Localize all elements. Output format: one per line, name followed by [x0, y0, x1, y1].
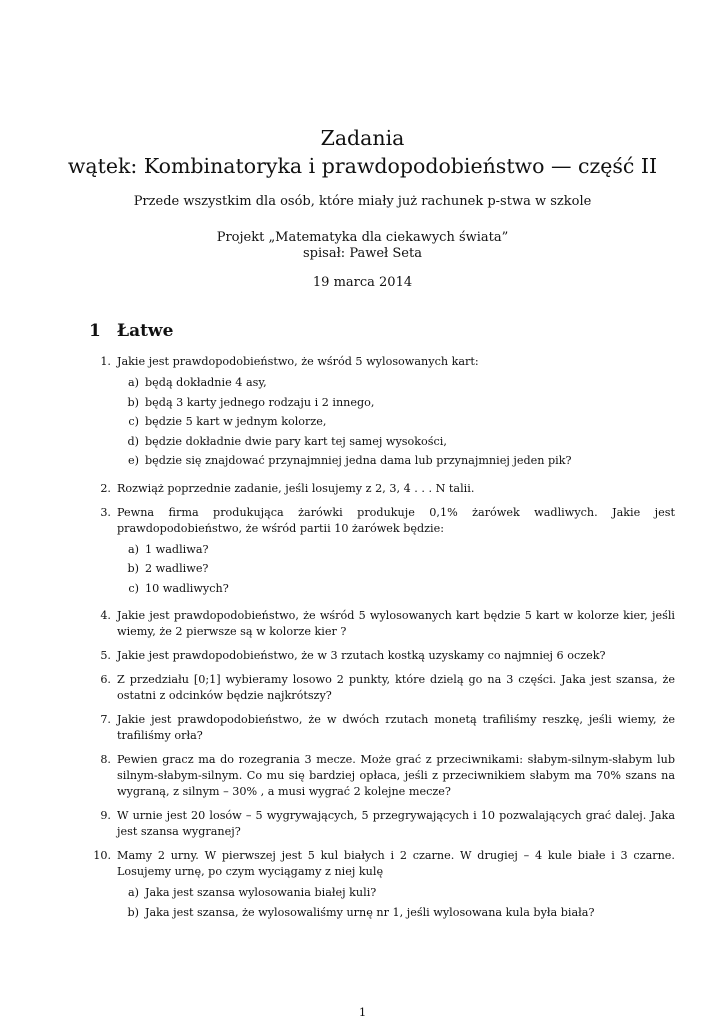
project-name: Projekt „Matematyka dla ciekawych świata” — [216, 230, 509, 245]
problem-item — [89, 808, 675, 840]
subquestion-text: będzie 5 kart w jednym kolorze, — [145, 415, 327, 428]
subquestion-label: b) — [127, 395, 139, 409]
section-heading — [89, 320, 173, 342]
document-title: Zadania — [320, 126, 405, 150]
document-title-line2: wątek: Kombinatoryka i prawdopodobieństwo — część II — [67, 154, 658, 178]
problem-text: W urnie jest 20 losów – 5 wygrywających, 5 przegrywających i 10 pozwalających grać dalej. Jaka jest szansa wygranej? — [117, 809, 675, 838]
problem-number: 2. — [100, 481, 111, 495]
subquestion-list — [117, 375, 675, 473]
page-number: 1 — [358, 1005, 367, 1019]
problem-item — [89, 481, 675, 497]
problem-text: Jakie jest prawdopodobieństwo, że w dwóch rzutach monetą trafiliśmy reszkę, jeśli wiemy, że trafiliśmy orła? — [117, 713, 675, 742]
subquestion-label: b) — [127, 905, 139, 919]
problem-text: Rozwiąż poprzednie zadanie, jeśli losujemy z 2, 3, 4 . . . N talii. — [117, 481, 475, 495]
subquestion-text: 2 wadliwe? — [145, 562, 209, 575]
problem-item — [89, 608, 675, 640]
document-date: 19 marca 2014 — [312, 275, 413, 290]
problem-text: Pewna firma produkująca żarówki produkuje 0,1% żarówek wadliwych. Jakie jest prawdopodobieństwo, że wśród partii 10 żarówek będzie: — [117, 505, 675, 535]
subquestion-label: d) — [127, 434, 139, 448]
subquestion-text: 10 wadliwych? — [145, 581, 229, 595]
subquestion-item — [117, 434, 675, 454]
subquestion-text: będą 3 karty jednego rodzaju i 2 innego, — [145, 395, 375, 409]
subquestion-item — [117, 414, 675, 434]
subquestion-text: Jaka jest szansa, że wylosowaliśmy urnę nr 1, jeśli wylosowana kula była biała? — [145, 905, 595, 919]
problem-item — [89, 672, 675, 704]
problem-text: Z przedziału [0;1] wybieramy losowo 2 punkty, które dzielą go na 3 części. Jaka jest szansa, że ostatni z odcinków będzie najkrótszy? — [117, 673, 675, 702]
subquestion-text: będzie dokładnie dwie pary kart tej samej wysokości, — [145, 434, 447, 448]
subquestion-text: będzie się znajdować przynajmniej jedna dama lub przynajmniej jeden pik? — [145, 454, 572, 467]
problem-item — [89, 648, 675, 664]
problem-text: Pewien gracz ma do rozegrania 3 mecze. Może grać z przeciwnikami: słabym-silnym-słabym lub silnym-słabym-silnym. Co mu się bardziej opłaca, jeśli z przeciwnikiem słabym ma 70% szans na wygraną, z silnym – 30% , a musi wygrać 2 kolejne mecze? — [117, 753, 675, 798]
problem-number: 6. — [100, 673, 111, 686]
problem-number: 3. — [100, 505, 111, 519]
subquestion-text: 1 wadliwa? — [145, 542, 209, 556]
subquestion-item — [117, 581, 675, 601]
problem-number: 7. — [100, 713, 111, 726]
problem-item — [89, 752, 675, 800]
problem-text: Mamy 2 urny. W pierwszej jest 5 kul białych i 2 czarne. W drugiej – 4 kule białe i 3 czarne. Losujemy urnę, po czym wyciągamy z niej kulę — [117, 849, 675, 878]
problem-item — [89, 848, 675, 924]
subquestion-list — [117, 885, 675, 924]
problem-number: 4. — [100, 609, 111, 622]
problem-item — [89, 505, 675, 601]
subquestion-label: a) — [127, 376, 139, 389]
subquestion-item — [117, 542, 675, 562]
subquestion-item — [117, 395, 675, 415]
problem-text: Jakie jest prawdopodobieństwo, że w 3 rzutach kostką uzyskamy co najmniej 6 oczek? — [117, 649, 606, 662]
problem-number: 5. — [100, 649, 111, 662]
subquestion-list — [117, 542, 675, 601]
problem-item — [89, 712, 675, 744]
subquestion-label: c) — [128, 581, 139, 595]
subquestion-text: Jaka jest szansa wylosowania białej kuli? — [145, 886, 377, 899]
author-line: spisał: Paweł Seta — [303, 246, 422, 261]
problem-item — [89, 354, 675, 473]
problem-list — [89, 354, 675, 932]
subquestion-item — [117, 905, 675, 925]
document-subtitle: Przede wszystkim dla osób, które miały już rachunek p-stwa w szkole — [133, 194, 592, 209]
problem-text: Jakie jest prawdopodobieństwo, że wśród 5 wylosowanych kart będzie 5 kart w kolorze kier, jeśli wiemy, że 2 pierwsze są w kolorze kier ? — [117, 609, 675, 638]
subquestion-item — [117, 453, 675, 473]
section-title: Łatwe — [117, 321, 174, 341]
subquestion-label: a) — [127, 542, 139, 556]
subquestion-item — [117, 885, 675, 905]
subquestion-item — [117, 375, 675, 395]
subquestion-label: b) — [127, 562, 139, 575]
subquestion-text: będą dokładnie 4 asy, — [145, 376, 267, 389]
problem-number: 9. — [100, 809, 111, 822]
problem-number: 8. — [100, 753, 111, 766]
subquestion-label: c) — [128, 415, 139, 428]
subquestion-label: a) — [127, 886, 139, 899]
problem-text: Jakie jest prawdopodobieństwo, że wśród 5 wylosowanych kart: — [117, 355, 479, 368]
subquestion-item — [117, 561, 675, 581]
problem-number: 10. — [93, 849, 111, 862]
subquestion-label: e) — [128, 454, 139, 467]
problem-number: 1. — [100, 355, 111, 368]
section-number: 1 — [89, 321, 101, 341]
